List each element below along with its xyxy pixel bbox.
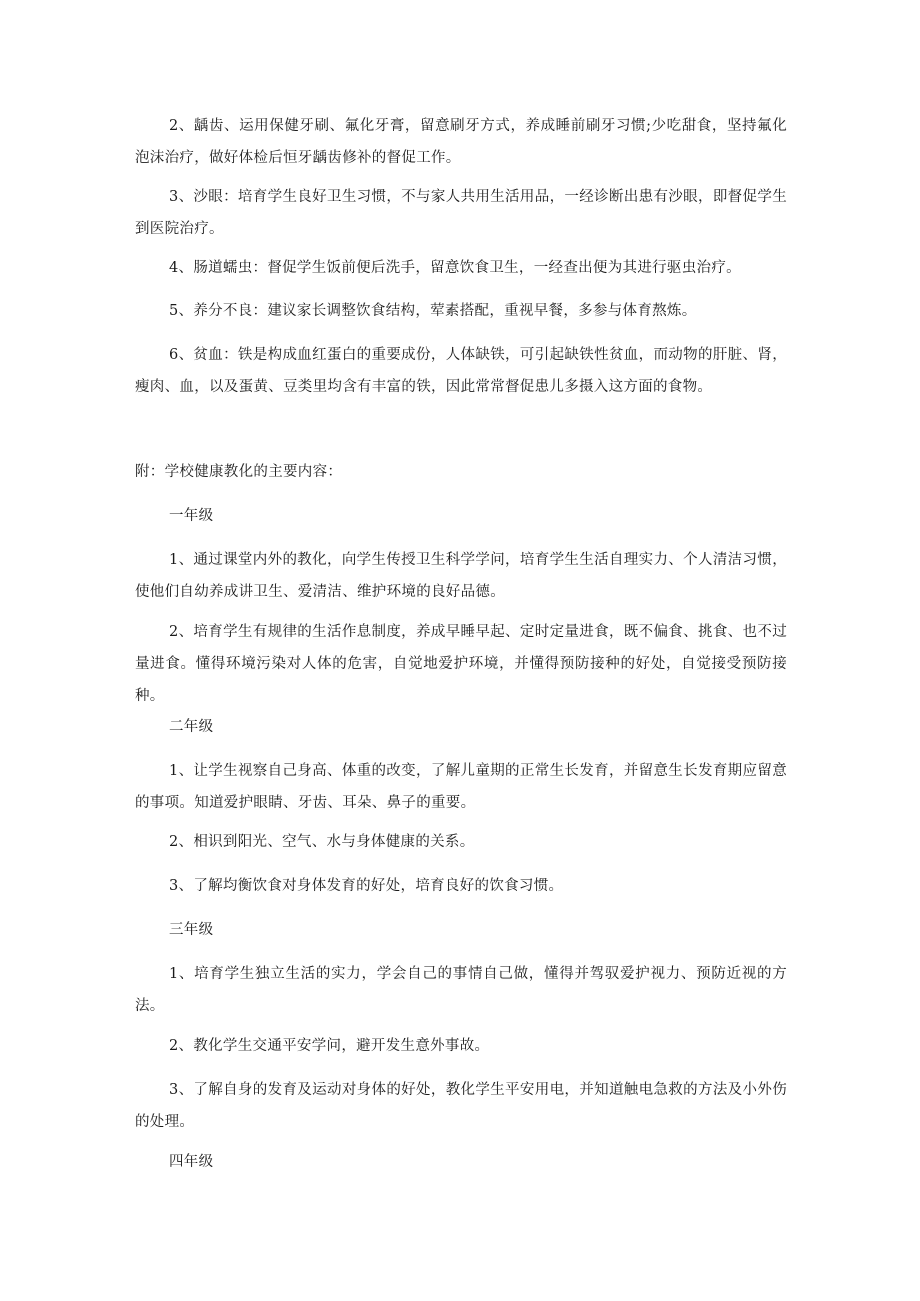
appendix-title: 附：学校健康教化的主要内容：: [135, 464, 343, 480]
grade1-title: 一年级: [169, 508, 214, 524]
grade2-item-2: 2、相识到阳光、空气、水与身体健康的关系。: [169, 834, 475, 850]
grade2-item-3: 3、了解均衡饮食对身体发育的好处，培育良好的饮食习惯。: [169, 878, 564, 894]
grade2-title: 二年级: [169, 719, 214, 735]
paragraph-trachoma: 3、沙眼：培育学生良好卫生习惯，不与家人共用生活用品，一经诊断出患有沙眼，即督促学生到医院治疗。: [135, 189, 787, 237]
grade4-title: 四年级: [169, 1154, 214, 1170]
grade1-item-2: 2、培育学生有规律的生活作息制度，养成早睡早起、定时定量进食，既不偏食、挑食、也不过量进食。懂得环境污染对人体的危害，自觉地爱护环境，并懂得预防接种的好处，自觉接受预防接种。: [135, 624, 787, 704]
paragraph-anemia: 6、贫血：铁是构成血红蛋白的重要成份，人体缺铁，可引起缺铁性贫血，而动物的肝脏、肾，瘦肉、血，以及蛋黄、豆类里均含有丰富的铁，因此常常督促患儿多摄入这方面的食物。: [135, 347, 787, 395]
paragraph-malnutrition: 5、养分不良：建议家长调整饮食结构，荤素搭配，重视早餐，多参与体育熬炼。: [169, 303, 697, 319]
grade3-title: 三年级: [169, 922, 214, 938]
grade3-item-2: 2、教化学生交通平安学问，避开发生意外事故。: [169, 1038, 490, 1054]
paragraph-dental-caries: 2、龋齿、运用保健牙刷、氟化牙膏，留意刷牙方式，养成睡前刷牙习惯;少吃甜食，坚持氟化泡沫治疗，做好体检后恒牙龋齿修补的督促工作。: [135, 118, 787, 166]
grade2-item-1: 1、让学生视察自己身高、体重的改变，了解儿童期的正常生长发育，并留意生长发育期应留意的事项。知道爱护眼睛、牙齿、耳朵、鼻子的重要。: [135, 763, 787, 811]
paragraph-intestinal-worms: 4、肠道蠕虫：督促学生饭前便后洗手，留意饮食卫生，一经查出便为其进行驱虫治疗。: [169, 260, 741, 276]
grade3-item-3: 3、了解自身的发育及运动对身体的好处，教化学生平安用电，并知道触电急救的方法及小外伤的处理。: [135, 1082, 787, 1130]
grade3-item-1: 1、培育学生独立生活的实力，学会自己的事情自己做，懂得并驾驭爱护视力、预防近视的方法。: [135, 966, 787, 1014]
grade1-item-1: 1、通过课堂内外的教化，向学生传授卫生科学学问，培育学生生活自理实力、个人清洁习惯，使他们自幼养成讲卫生、爱清洁、维护环境的良好品德。: [135, 552, 787, 600]
